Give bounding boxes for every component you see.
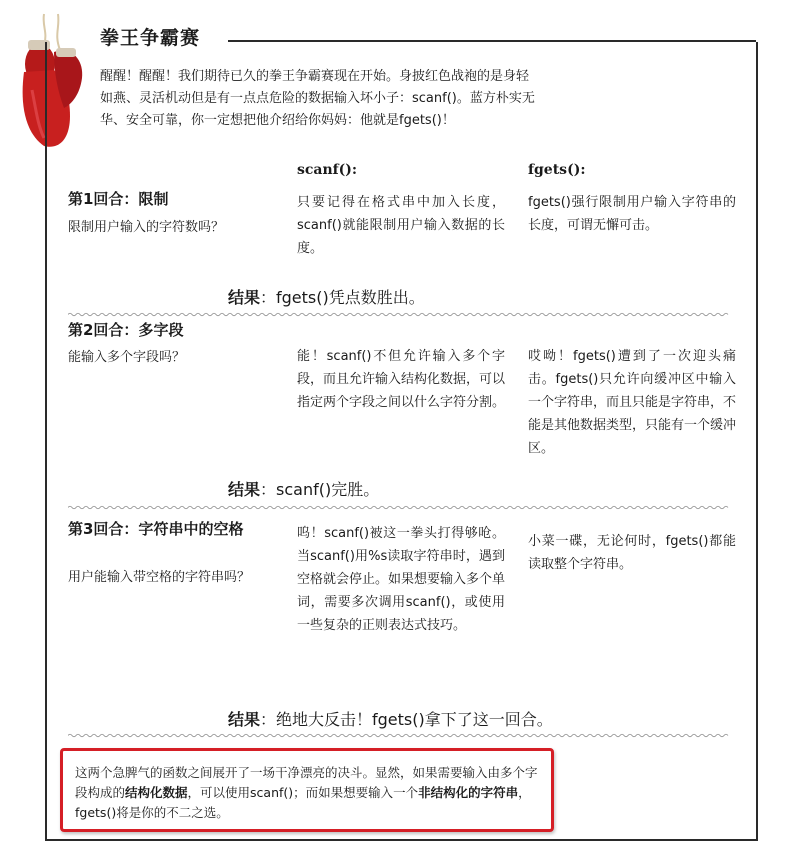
fgets-column-header: fgets():: [528, 162, 586, 178]
round-1-question: 限制用户输入的字符数吗？: [68, 220, 225, 235]
result-text: ：fgets()凭点数胜出。: [260, 288, 425, 307]
result-text: ：scanf()完胜。: [260, 480, 380, 499]
note-part-3: ，fgets()将是你的不二之选。: [75, 785, 531, 820]
note-bold-1: 结构化数据: [125, 785, 188, 800]
round-2-result: [228, 479, 379, 501]
round-3-scanf-text: 呜！scanf()被这一拳头打得够呛。当scanf()用%s读取字符串时，遇到空格就会停止。如果想要输入多个单词，需要多次调用scanf()，或使用一些复杂的正则表达式技巧。: [297, 526, 506, 633]
round-2-title: 第2回合：多字段: [68, 321, 184, 339]
result-label: 结果: [228, 480, 261, 499]
round-2-scanf-text: 能！scanf()不但允许输入多个字段，而且允许输入结构化数据，可以指定两个字段之间以什么字符分割。: [297, 349, 506, 410]
round-1-fgets-text: fgets()强行限制用户输入字符串的长度，可谓无懈可击。: [528, 195, 736, 233]
page-title: 拳王争霸赛: [100, 27, 201, 49]
round-3-title: 第3回合：字符串中的空格: [68, 520, 244, 538]
intro-text: 醒醒！醒醒！我们期待已久的拳王争霸赛现在开始。身披红色战袍的是身轻如燕、灵活机动但是有一点点危险的数据输入坏小子：scanf()。蓝方朴实无华、安全可靠，你一定想把他介绍给你妈妈：他就是fgets()！: [100, 69, 535, 128]
note-part-2: ，可以使用scanf()；而如果想要输入一个: [187, 785, 419, 800]
round-1-result: [228, 287, 425, 309]
round-3-result: [228, 709, 553, 731]
note-part-1: 这两个急脾气的函数之间展开了一场干净漂亮的决斗。显然，如果需要输入由多个字段构成的: [75, 765, 538, 800]
round-1-title: 第1回合：限制: [68, 190, 169, 208]
note-bold-2: 非结构化的字符串: [418, 785, 519, 800]
wave-divider: [68, 312, 730, 317]
scanf-column-header: scanf():: [297, 162, 358, 178]
result-label: 结果: [228, 288, 261, 307]
wave-divider: [68, 505, 730, 510]
round-2-question: 能输入多个字段吗？: [68, 350, 186, 365]
wave-divider: [68, 733, 730, 738]
round-2-fgets-text: 哎呦！fgets()遭到了一次迎头痛击。fgets()只允许向缓冲区中输入一个字符串，而且只能是字符串，不能是其他数据类型，只能有一个缓冲区。: [528, 349, 737, 456]
round-3-question: 用户能输入带空格的字符串吗？: [68, 570, 251, 585]
result-text: ：绝地大反击！fgets()拿下了这一回合。: [260, 710, 553, 729]
summary-note: [60, 748, 554, 832]
summary-text: [75, 763, 545, 823]
round-1-scanf-text: 只要记得在格式串中加入长度，scanf()就能限制用户输入数据的长度。: [297, 195, 505, 256]
result-label: 结果: [228, 710, 261, 729]
round-3-fgets-text: 小菜一碟，无论何时，fgets()都能读取整个字符串。: [528, 534, 736, 572]
